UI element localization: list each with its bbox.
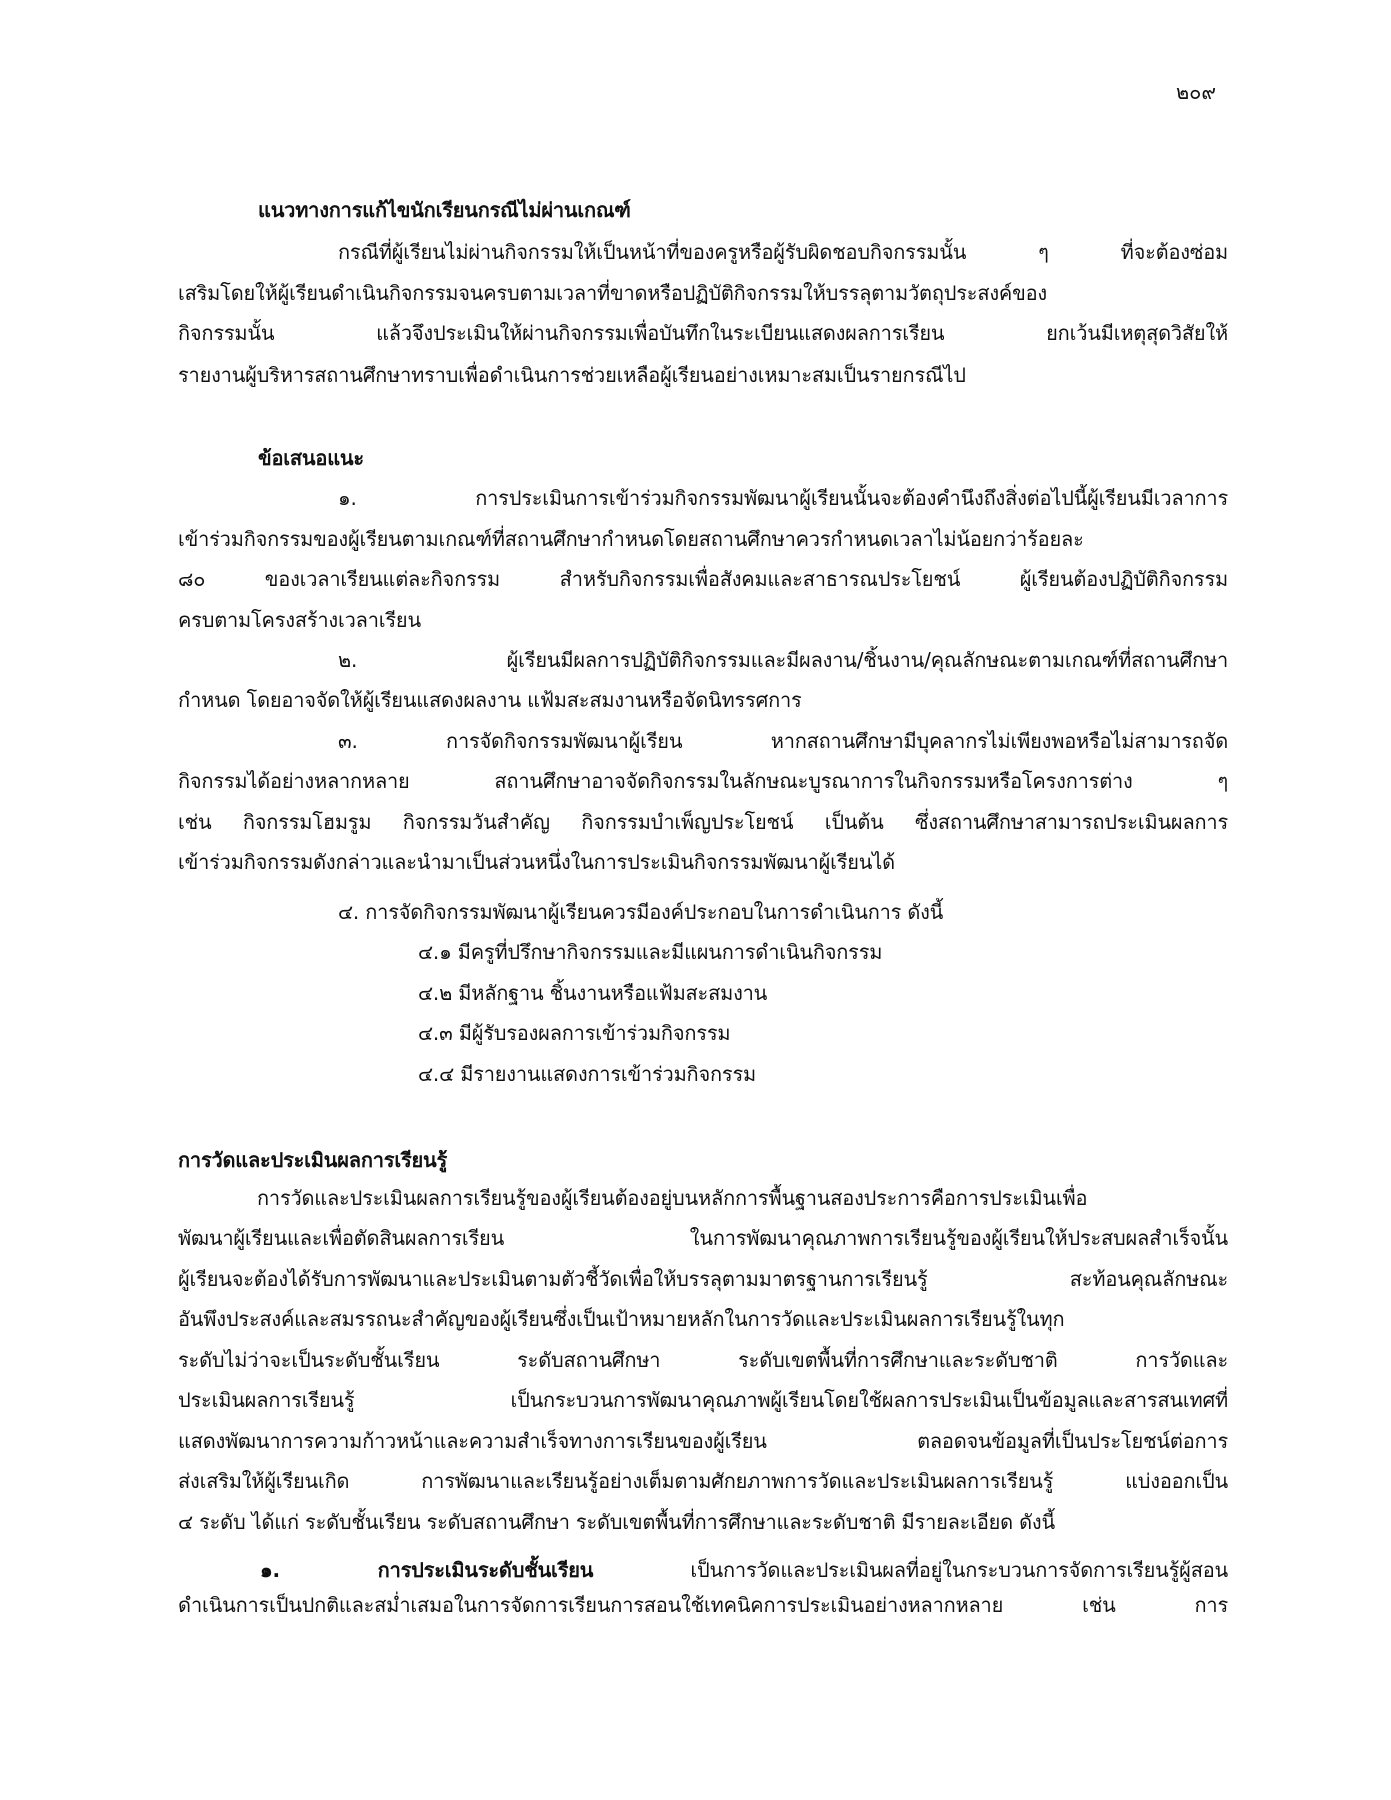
paragraph-line: เช่น กิจกรรมโฮมรูม กิจกรรมวันสำคัญ กิจกรรมบำเพ็ญประโยชน์ เป็นต้น ซึ่งสถานศึกษาสามารถประเมินผลการ [178,810,1228,834]
paragraph-line: ระดับไม่ว่าจะเป็นระดับชั้นเรียน ระดับสถานศึกษา ระดับเขตพื้นที่การศึกษาและระดับชาติ การวัดและ [178,1348,1228,1372]
recommendation-item-4: ๔. การจัดกิจกรรมพัฒนาผู้เรียนควรมีองค์ประกอบในการดำเนินการ ดังนี้ [338,900,944,924]
paragraph-line: กำหนด โดยอาจจัดให้ผู้เรียนแสดงผลงาน แฟ้มสะสมงานหรือจัดนิทรรศการ [178,688,802,712]
section-heading-recommendations: ข้อเสนอแนะ [258,446,364,470]
assessment-level-1 [260,1550,1228,1590]
paragraph-line: ดำเนินการเป็นปกติและสม่ำเสมอในการจัดการเรียนการสอนใช้เทคนิคการประเมินอย่างหลากหลาย เช่น การ [178,1593,1228,1617]
recommendation-item-3: ๓. การจัดกิจกรรมพัฒนาผู้เรียน หากสถานศึกษามีบุคลากรไม่เพียงพอหรือไม่สามารถจัด [338,729,1228,753]
section-heading-remedial: แนวทางการแก้ไขนักเรียนกรณีไม่ผ่านเกณฑ์ [258,198,631,222]
paragraph-line: ประเมินผลการเรียนรู้ เป็นกระบวนการพัฒนาคุณภาพผู้เรียนโดยใช้ผลการประเมินเป็นข้อมูลและสารสนเทศที่ [178,1388,1228,1412]
assessment-level-1-label: ๑. การประเมินระดับชั้นเรียน [260,1558,594,1582]
sub-item-4-1: ๔.๑ มีครูที่ปรึกษากิจกรรมและมีแผนการดำเนินกิจกรรม [418,940,883,964]
paragraph-line: ๘๐ ของเวลาเรียนแต่ละกิจกรรม สำหรับกิจกรรมเพื่อสังคมและสาธารณประโยชน์ ผู้เรียนต้องปฏิบัติกิจกรรม [178,567,1228,591]
paragraph-line: ส่งเสริมให้ผู้เรียนเกิด การพัฒนาและเรียนรู้อย่างเต็มตามศักยภาพการวัดและประเมินผลการเรียนรู้ แบ่งออกเป็น [178,1469,1228,1493]
paragraph-line: ผู้เรียนจะต้องได้รับการพัฒนาและประเมินตามตัวชี้วัดเพื่อให้บรรลุตามมาตรฐานการเรียนรู้ สะท้อนคุณลักษณะ [178,1267,1228,1291]
paragraph-line: กิจกรรมนั้น แล้วจึงประเมินให้ผ่านกิจกรรมเพื่อบันทึกในระเบียนแสดงผลการเรียน ยกเว้นมีเหตุสุดวิสัยให้ [178,321,1228,345]
paragraph-line: ครบตามโครงสร้างเวลาเรียน [178,608,421,632]
paragraph-line: อันพึงประสงค์และสมรรถนะสำคัญของผู้เรียนซึ่งเป็นเป้าหมายหลักในการวัดและประเมินผลการเรียนรู้ในทุก [178,1307,1065,1331]
paragraph-line: แสดงพัฒนาการความก้าวหน้าและความสำเร็จทางการเรียนของผู้เรียน ตลอดจนข้อมูลที่เป็นประโยชน์ต่อการ [178,1429,1228,1453]
paragraph-line: พัฒนาผู้เรียนและเพื่อตัดสินผลการเรียน ในการพัฒนาคุณภาพการเรียนรู้ของผู้เรียนให้ประสบผลสำเร็จนั้น [178,1226,1228,1250]
page-number: ๒๐๙ [1176,80,1217,104]
paragraph-line: กิจกรรมได้อย่างหลากหลาย สถานศึกษาอาจจัดกิจกรรมในลักษณะบูรณาการในกิจกรรมหรือโครงการต่าง ๆ [178,769,1228,793]
paragraph-line: เข้าร่วมกิจกรรมของผู้เรียนตามเกณฑ์ที่สถานศึกษากำหนดโดยสถานศึกษาควรกำหนดเวลาไม่น้อยกว่าร้อยละ [178,527,1084,551]
recommendation-item-1: ๑. การประเมินการเข้าร่วมกิจกรรมพัฒนาผู้เรียนนั้นจะต้องคำนึงถึงสิ่งต่อไปนี้ผู้เรียนมีเวลาการ [338,486,1228,510]
sub-item-4-3: ๔.๓ มีผู้รับรองผลการเข้าร่วมกิจกรรม [418,1021,731,1045]
section-heading-assessment: การวัดและประเมินผลการเรียนรู้ [178,1148,448,1172]
assessment-level-1-text: เป็นการวัดและประเมินผลที่อยู่ในกระบวนการจัดการเรียนรู้ผู้สอน [593,1558,1228,1582]
paragraph-line: ๔ ระดับ ได้แก่ ระดับชั้นเรียน ระดับสถานศึกษา ระดับเขตพื้นที่การศึกษาและระดับชาติ มีรายละเอียด ดังนี้ [178,1510,1055,1534]
paragraph-line: เข้าร่วมกิจกรรมดังกล่าวและนำมาเป็นส่วนหนึ่งในการประเมินกิจกรรมพัฒนาผู้เรียนได้ [178,850,895,874]
paragraph-line: รายงานผู้บริหารสถานศึกษาทราบเพื่อดำเนินการช่วยเหลือผู้เรียนอย่างเหมาะสมเป็นรายกรณีไป [178,363,966,387]
paragraph-line: การวัดและประเมินผลการเรียนรู้ของผู้เรียนต้องอยู่บนหลักการพื้นฐานสองประการคือการประเมินเพื่อ [257,1186,1088,1210]
recommendation-item-2: ๒. ผู้เรียนมีผลการปฏิบัติกิจกรรมและมีผลงาน/ชิ้นงาน/คุณลักษณะตามเกณฑ์ที่สถานศึกษา [338,648,1228,672]
paragraph-line: เสริมโดยให้ผู้เรียนดำเนินกิจกรรมจนครบตามเวลาที่ขาดหรือปฏิบัติกิจกรรมให้บรรลุตามวัตถุประสงค์ของ [178,281,1047,305]
sub-item-4-2: ๔.๒ มีหลักฐาน ชิ้นงานหรือแฟ้มสะสมงาน [418,981,768,1005]
paragraph-line: กรณีที่ผู้เรียนไม่ผ่านกิจกรรมให้เป็นหน้าที่ของครูหรือผู้รับผิดชอบกิจกรรมนั้น ๆ ที่จะต้องซ่อม [338,240,1228,264]
sub-item-4-4: ๔.๔ มีรายงานแสดงการเข้าร่วมกิจกรรม [418,1062,756,1086]
